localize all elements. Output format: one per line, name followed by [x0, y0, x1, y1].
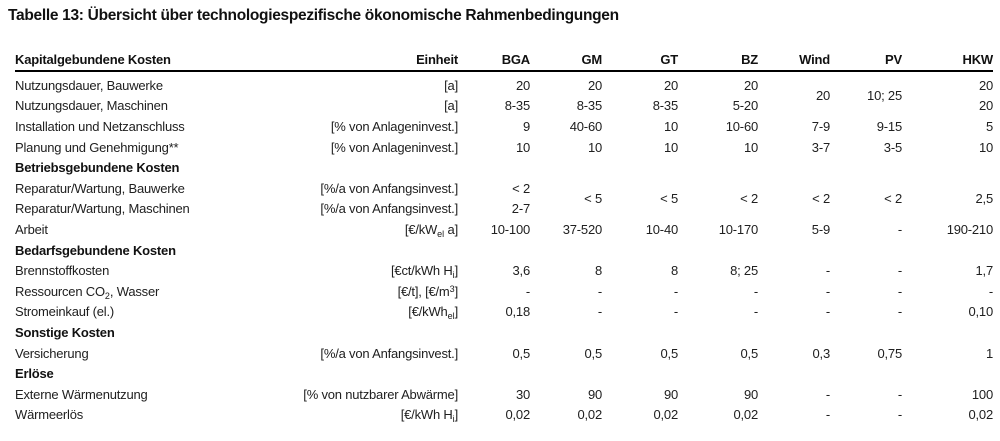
row-unit: [a] [444, 77, 458, 93]
table-row [15, 281, 993, 302]
table-row [15, 405, 993, 426]
value-cell-bz: < 2 [740, 191, 758, 207]
value-cell-gt: 90 [663, 386, 678, 402]
row-unit: [€ct/kWh $H_i$] [391, 263, 458, 281]
row-unit: [% von nutzbarer Abwärme] [303, 386, 458, 402]
value-cell-bz: 10-170 [718, 221, 758, 237]
value-cell-bga: 8-35 [504, 98, 530, 114]
value-cell-wind: 20 [815, 88, 830, 104]
row-label: Arbeit [15, 221, 48, 237]
table-row [15, 302, 993, 323]
value-cell-gm: < 5 [584, 191, 602, 207]
table-body [15, 71, 993, 425]
section-header-row [15, 363, 993, 384]
row-label: Versicherung [15, 345, 89, 361]
value-cell-gt: 10 [663, 139, 678, 155]
column-header-category: Kapitalgebundene Kosten [15, 46, 265, 71]
row-unit: [%/a von Anfangsinvest.] [320, 201, 458, 217]
value-cell-bz: 90 [743, 386, 758, 402]
column-header-wind: Wind [758, 46, 830, 71]
value-cell-bga: 0,02 [505, 407, 530, 423]
value-cell-gm: 0,5 [584, 345, 602, 361]
table-row [15, 178, 993, 199]
section-header-row [15, 322, 993, 343]
value-cell-hkw: 0,02 [968, 407, 993, 423]
value-cell-wind: - [825, 386, 830, 402]
table-header-row [15, 46, 993, 71]
value-cell-bga: 3,6 [512, 263, 530, 279]
table-caption: Tabelle 13: Übersicht über technologiespezifische ökonomische Rahmenbedingungen [8, 7, 619, 24]
value-cell-hkw: 10 [978, 139, 993, 155]
table-row [15, 137, 993, 158]
value-cell-gt: 10 [663, 118, 678, 134]
value-cell-gt: 0,5 [660, 345, 678, 361]
value-cell-hkw: 2,5 [975, 191, 993, 207]
value-cell-gt: < 5 [660, 191, 678, 207]
table-row [15, 384, 993, 405]
value-cell-bga: 20 [515, 77, 530, 93]
row-label: Planung und Genehmigung** [15, 139, 179, 155]
row-unit: [% von Anlageninvest.] [330, 139, 458, 155]
value-cell-bz: 0,5 [740, 345, 758, 361]
section-header-row [15, 240, 993, 261]
row-label: Stromeinkauf (el.) [15, 304, 114, 320]
column-header-gt: GT [602, 46, 678, 71]
value-cell-pv: - [897, 386, 902, 402]
value-cell-bz: 10 [743, 139, 758, 155]
value-cell-gt: - [673, 304, 678, 320]
row-label: Installation und Netzanschluss [15, 118, 185, 134]
value-cell-wind: - [825, 263, 830, 279]
column-header-unit: Einheit [265, 46, 458, 71]
section-title-bedarfsgebundene-kosten: Bedarfsgebundene Kosten [15, 242, 176, 258]
value-cell-pv: - [897, 263, 902, 279]
parameters-table [15, 46, 993, 425]
value-cell-gm: - [597, 283, 602, 299]
value-cell-hkw: 20 [978, 98, 993, 114]
value-cell-hkw: 1,7 [975, 263, 993, 279]
table-row [15, 116, 993, 137]
value-cell-hkw: 100 [971, 386, 993, 402]
row-unit: [€/kWh$_{el}$] [408, 304, 458, 322]
value-cell-bga: 0,5 [512, 345, 530, 361]
value-cell-bga: - [525, 283, 530, 299]
value-cell-bz: 0,02 [733, 407, 758, 423]
row-unit: [%/a von Anfangsinvest.] [320, 180, 458, 196]
value-cell-bga: 2-7 [511, 201, 530, 217]
value-cell-bga: 9 [522, 118, 530, 134]
row-unit: [€/kWh $H_i$] [400, 407, 458, 425]
row-label: Nutzungsdauer, Maschinen [15, 98, 168, 114]
value-cell-pv: 9-15 [876, 118, 902, 134]
value-cell-hkw: 190-210 [946, 221, 993, 237]
section-header-row [15, 157, 993, 178]
column-header-gm: GM [530, 46, 602, 71]
value-cell-pv: - [897, 304, 902, 320]
table-row [15, 343, 993, 364]
value-cell-bga: < 2 [512, 180, 530, 196]
row-label: Reparatur/Wartung, Bauwerke [15, 180, 185, 196]
row-unit: [% von Anlageninvest.] [330, 118, 458, 134]
row-label: Wärmeerlös [15, 407, 84, 423]
value-cell-gt: - [673, 283, 678, 299]
table-row [15, 71, 993, 96]
column-header-bga: BGA [458, 46, 530, 71]
row-label: Externe Wärmenutzung [15, 386, 148, 402]
value-cell-bz: 10-60 [725, 118, 758, 134]
value-cell-gm: 90 [587, 386, 602, 402]
value-cell-wind: < 2 [812, 191, 830, 207]
value-cell-bga: 10 [515, 139, 530, 155]
value-cell-wind: - [825, 304, 830, 320]
value-cell-bga: 0,18 [505, 304, 530, 320]
section-title-sonstige-kosten: Sonstige Kosten [15, 324, 115, 340]
value-cell-wind: 3-7 [811, 139, 830, 155]
value-cell-wind: - [825, 407, 830, 423]
value-cell-gt: 8 [670, 263, 678, 279]
value-cell-hkw: 5 [985, 118, 993, 134]
value-cell-bz: - [753, 304, 758, 320]
value-cell-wind: 0,3 [812, 345, 830, 361]
value-cell-gm: 40-60 [569, 118, 602, 134]
value-cell-pv: - [897, 221, 902, 237]
table-row [15, 260, 993, 281]
value-cell-pv: 3-5 [883, 139, 902, 155]
value-cell-pv: 0,75 [877, 345, 902, 361]
value-cell-pv: 10; 25 [867, 88, 902, 104]
value-cell-gm: 10 [587, 139, 602, 155]
value-cell-hkw: 20 [978, 77, 993, 93]
value-cell-gm: - [597, 304, 602, 320]
value-cell-wind: - [825, 283, 830, 299]
row-label: Ressourcen $CO_2$, Wasser [15, 283, 160, 301]
section-title-betriebsgebundene-kosten: Betriebsgebundene Kosten [15, 160, 180, 176]
value-cell-gm: 37-520 [562, 221, 602, 237]
row-unit: [$€/kW_{el}$ a] [404, 221, 458, 239]
value-cell-bz: 5-20 [732, 98, 758, 114]
row-label: Brennstoffkosten [15, 263, 110, 279]
value-cell-hkw: 1 [985, 345, 993, 361]
value-cell-gm: 0,02 [577, 407, 602, 423]
row-unit: [€/t], $[€/m^3]$ [397, 283, 458, 299]
value-cell-gt: 20 [663, 77, 678, 93]
column-header-hkw: HKW [902, 46, 993, 71]
value-cell-gm: 8-35 [576, 98, 602, 114]
row-unit: [%/a von Anfangsinvest.] [320, 345, 458, 361]
table-row [15, 219, 993, 240]
row-label: Nutzungsdauer, Bauwerke [15, 77, 163, 93]
value-cell-bz: 20 [743, 77, 758, 93]
value-cell-pv: - [897, 283, 902, 299]
column-header-pv: PV [830, 46, 902, 71]
row-unit: [a] [444, 98, 458, 114]
value-cell-wind: 5-9 [811, 221, 830, 237]
value-cell-bz: - [753, 283, 758, 299]
value-cell-gm: 20 [587, 77, 602, 93]
value-cell-gt: 10-40 [645, 221, 678, 237]
value-cell-gt: 0,02 [653, 407, 678, 423]
value-cell-bga: 10-100 [490, 221, 530, 237]
value-cell-gm: 8 [594, 263, 602, 279]
value-cell-gt: 8-35 [652, 98, 678, 114]
value-cell-bga: 30 [515, 386, 530, 402]
value-cell-hkw: 0,10 [968, 304, 993, 320]
value-cell-pv: - [897, 407, 902, 423]
value-cell-hkw: - [988, 283, 993, 299]
value-cell-wind: 7-9 [811, 118, 830, 134]
row-label: Reparatur/Wartung, Maschinen [15, 201, 190, 217]
value-cell-pv: < 2 [884, 191, 902, 207]
column-header-bz: BZ [678, 46, 758, 71]
section-title-erlöse: Erlöse [15, 366, 54, 382]
value-cell-bz: 8; 25 [730, 263, 758, 279]
